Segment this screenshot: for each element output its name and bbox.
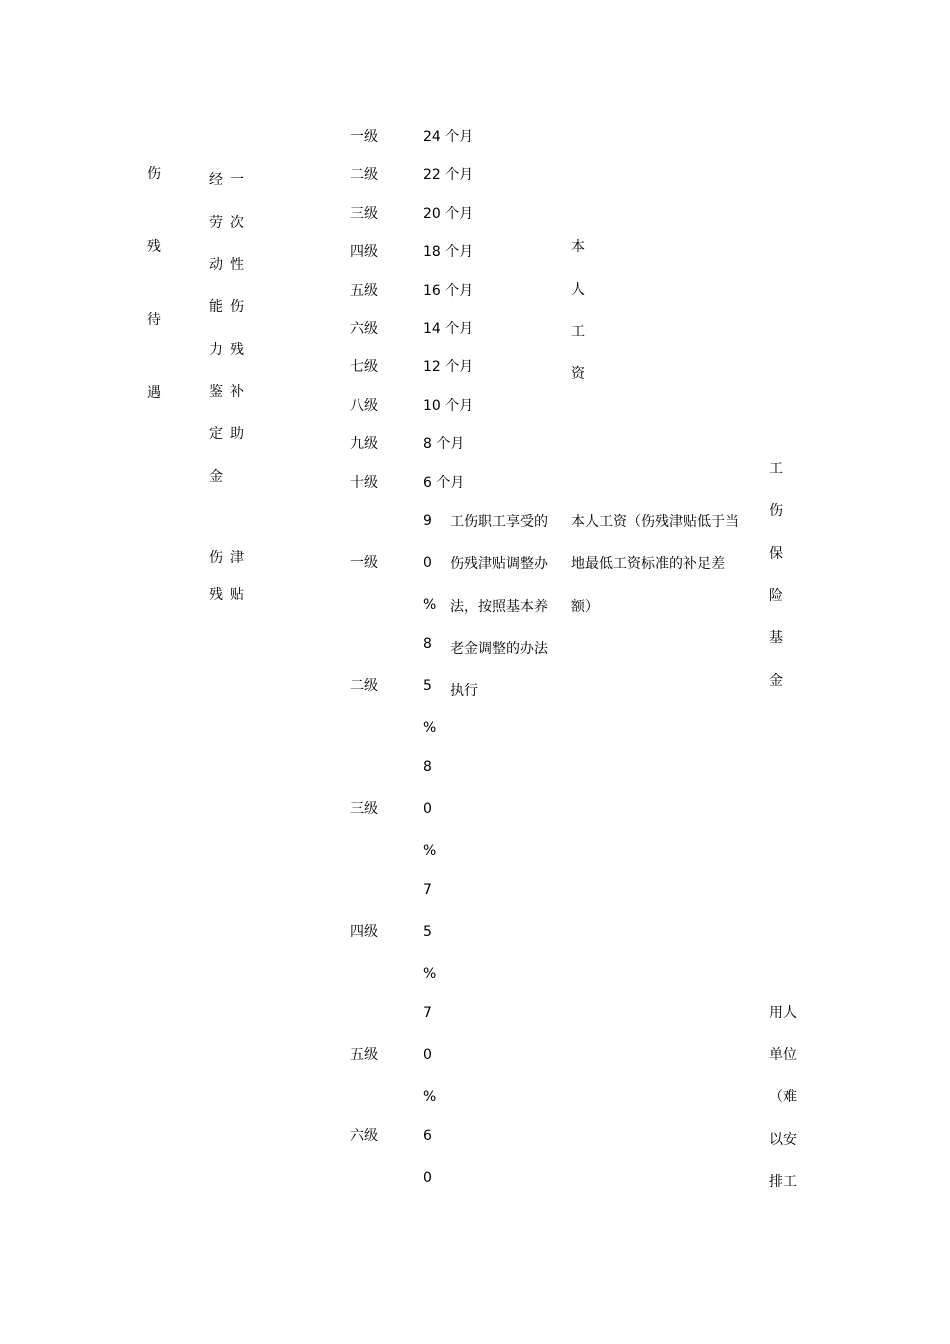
payer-fund-char: 伤 (769, 503, 783, 519)
basis-char: 本 (571, 239, 585, 255)
lump-months: 14 个月 (423, 321, 474, 337)
payer-fund-char: 保 (769, 546, 783, 562)
item-char: 性 (230, 257, 244, 273)
payer-employer-line: （难 (769, 1089, 797, 1105)
payer-fund-char: 险 (769, 588, 783, 604)
allowance-percent-char: 7 (423, 1005, 432, 1021)
lump-months: 12 个月 (423, 359, 474, 376)
allowance-percent-char: 7 (423, 882, 432, 898)
item-char: 鉴 (209, 384, 223, 400)
allowance-level: 四级 (350, 924, 378, 940)
allowance-level: 六级 (350, 1128, 378, 1144)
allowance-percent-char: 0 (423, 1047, 432, 1063)
allowance-level: 五级 (350, 1047, 378, 1063)
lump-level: 三级 (350, 205, 378, 222)
item-char: 贴 (230, 587, 244, 603)
allowance-percent-char: % (423, 597, 437, 613)
lump-months: 8 个月 (423, 436, 465, 453)
lump-level: 二级 (350, 167, 378, 184)
item-char: 金 (209, 469, 223, 485)
lump-level: 八级 (350, 397, 378, 414)
lump-months: 6 个月 (423, 474, 465, 491)
adjust-note-line: 法，按照基本养 (450, 599, 548, 615)
item-char: 残 (209, 587, 223, 603)
lump-months: 24 个月 (423, 129, 474, 145)
basis-char: 资 (571, 366, 585, 382)
allowance-basis-line: 地最低工资标准的补足差 (571, 556, 725, 572)
allowance-percent-char: 5 (423, 924, 432, 940)
allowance-percent-char: % (423, 966, 437, 982)
lump-months: 18 个月 (423, 244, 474, 261)
payer-fund-char: 基 (769, 630, 783, 646)
payer-employer-line: 排工 (769, 1174, 797, 1190)
allowance-percent-char: % (423, 843, 437, 859)
allowance-basis-line: 额） (571, 599, 599, 615)
item-char: 次 (230, 215, 244, 231)
allowance-level: 二级 (350, 678, 378, 694)
lump-level: 六级 (350, 321, 378, 337)
item-char: 能 (209, 299, 223, 315)
payer-employer-line: 用人 (769, 1005, 797, 1021)
payer-employer-line: 单位 (769, 1047, 797, 1063)
allowance-percent-char: 8 (423, 759, 432, 775)
lump-level: 十级 (350, 474, 378, 491)
category-char: 待 (147, 312, 161, 328)
item-char: 伤 (209, 550, 223, 566)
item-char: 动 (209, 257, 223, 273)
lump-level: 五级 (350, 282, 378, 299)
basis-char: 人 (571, 282, 585, 298)
allowance-percent-char: 9 (423, 513, 432, 529)
lump-level: 七级 (350, 359, 378, 376)
item-char: 定 (209, 426, 223, 442)
allowance-basis-line: 本人工资（伤残津贴低于当 (571, 514, 739, 530)
allowance-percent-char: % (423, 720, 437, 736)
item-char: 残 (230, 342, 244, 358)
adjust-note-line: 伤残津贴调整办 (450, 556, 548, 572)
payer-fund-char: 金 (769, 673, 783, 689)
item-char: 伤 (230, 299, 244, 315)
allowance-percent-char: 0 (423, 1170, 432, 1186)
lump-months: 20 个月 (423, 205, 474, 222)
allowance-level: 一级 (350, 555, 378, 571)
lump-level: 一级 (350, 129, 378, 145)
item-char: 一 (230, 172, 244, 188)
category-char: 残 (147, 239, 161, 255)
payer-fund-char: 工 (769, 461, 783, 477)
lump-months: 10 个月 (423, 397, 474, 414)
payer-employer-line: 以安 (769, 1132, 797, 1148)
allowance-percent-char: 5 (423, 678, 432, 694)
adjust-note-line: 工伤职工享受的 (450, 514, 548, 530)
item-char: 津 (230, 550, 244, 566)
lump-months: 16 个月 (423, 282, 474, 299)
allowance-percent-char: 8 (423, 636, 432, 652)
lump-level: 四级 (350, 244, 378, 261)
adjust-note-line: 执行 (450, 683, 478, 699)
item-char: 力 (209, 342, 223, 358)
lump-months: 22 个月 (423, 167, 474, 184)
category-char: 遇 (147, 385, 161, 401)
item-char: 劳 (209, 215, 223, 231)
allowance-percent-char: % (423, 1089, 437, 1105)
item-char: 助 (230, 426, 244, 442)
allowance-percent-char: 0 (423, 555, 432, 571)
item-char: 补 (230, 384, 244, 400)
allowance-percent-char: 6 (423, 1128, 432, 1144)
category-char: 伤 (147, 166, 161, 182)
lump-level: 九级 (350, 436, 378, 453)
allowance-percent-char: 0 (423, 801, 432, 817)
allowance-level: 三级 (350, 801, 378, 817)
basis-char: 工 (571, 324, 585, 340)
item-char: 经 (209, 172, 223, 188)
adjust-note-line: 老金调整的办法 (450, 641, 548, 657)
